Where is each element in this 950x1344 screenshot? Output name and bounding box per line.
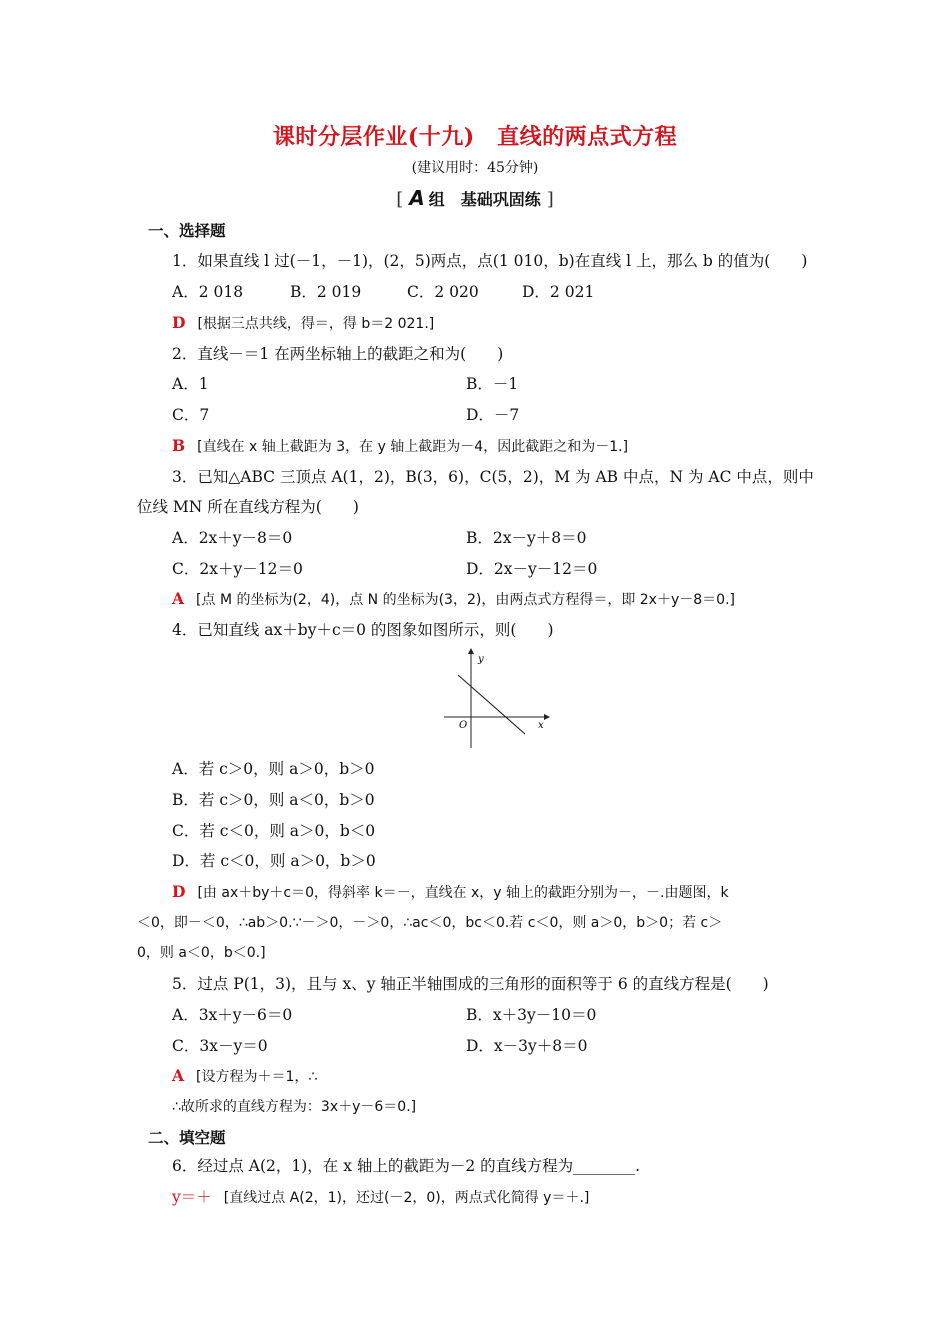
q4-option-b: B．若 c＞0，则 a＜0，b＞0	[172, 791, 375, 809]
line-graph-figure	[440, 648, 550, 750]
q5-option-c: C．3x－y＝0	[172, 1037, 268, 1055]
answer-letter: B	[172, 436, 186, 455]
q4-solution-line-3: 0，则 a＜0，b＜0.]	[137, 945, 266, 961]
suggested-time: (建议用时：45分钟)	[411, 160, 539, 176]
q5-option-a: A．3x＋y－6＝0	[172, 1006, 293, 1024]
answer-letter: A	[172, 589, 185, 608]
answer-letter: A	[172, 1066, 185, 1085]
q2-option-a: A．1	[172, 375, 209, 393]
answer-text: y＝＋	[172, 1188, 212, 1206]
q4-answer	[172, 881, 729, 904]
solution-text: [直线过点 A(2，1)，还过(－2，0)，两点式化简得 y＝＋.]	[223, 1190, 590, 1206]
section-choice: 一、选择题	[148, 221, 226, 240]
question-1: 1．如果直线 l 过(－1，－1)，(2，5)两点，点(1 010，b)在直线 l 上，那么 b 的值为( )	[172, 252, 808, 270]
q3-option-d: D．2x－y－12＝0	[466, 560, 598, 578]
q2-answer	[172, 435, 628, 458]
q1-option-c: C．2 020	[407, 283, 479, 301]
section-fill: 二、填空题	[148, 1128, 226, 1147]
group-a-logo: A	[409, 186, 425, 210]
q5-answer	[172, 1065, 317, 1088]
question-3-line-1: 3．已知△ABC 三顶点 A(1，2)，B(3，6)，C(5，2)，M 为 AB 中点，N 为 AC 中点，则中	[172, 468, 814, 486]
solution-text: [点 M 的坐标为(2，4)，点 N 的坐标为(3，2)，由两点式方程得＝，即 2x＋y－8＝0.]	[196, 592, 735, 608]
q1-option-b: B．2 019	[290, 283, 362, 301]
group-label: 组 基础巩固练	[428, 190, 541, 209]
y-axis-label: y	[478, 654, 484, 665]
answer-letter: D	[172, 313, 186, 332]
q4-option-a: A．若 c＞0，则 a＞0，b＞0	[172, 760, 375, 778]
q1-option-a: A．2 018	[172, 283, 244, 301]
graph-line	[458, 675, 525, 734]
q3-option-a: A．2x＋y－8＝0	[172, 529, 293, 547]
q3-answer	[172, 588, 735, 611]
question-3-line-2: 位线 MN 所在直线方程为( )	[137, 498, 359, 516]
question-4: 4．已知直线 ax＋by＋c＝0 的图象如图所示，则( )	[172, 621, 554, 639]
q3-option-c: C．2x＋y－12＝0	[172, 560, 303, 578]
q1-option-d: D．2 021	[522, 283, 595, 301]
y-axis-arrow	[468, 648, 474, 654]
q2-option-d: D．－7	[466, 406, 520, 424]
q4-solution-line-2: ＜0，即－＜0，∴ab＞0.∵－＞0，－＞0，∴ac＜0，bc＜0.若 c＜0，则 a＞0，b＞0；若 c＞	[137, 915, 723, 931]
q2-option-c: C．7	[172, 406, 210, 424]
solution-text: [直线在 x 轴上截距为 3，在 y 轴上截距为－4，因此截距之和为－1.]	[197, 439, 629, 455]
question-5: 5．过点 P(1，3)，且与 x、y 轴正半轴围成的三角形的面积等于 6 的直线方程是( )	[172, 975, 769, 993]
q5-solution-line-2: ∴故所求的直线方程为：3x＋y－6＝0.]	[172, 1099, 417, 1115]
q5-option-b: B．x＋3y－10＝0	[466, 1006, 597, 1024]
group-heading	[0, 186, 950, 210]
q5-option-d: D．x－3y＋8＝0	[466, 1037, 588, 1055]
q4-option-c: C．若 c＜0，则 a＞0，b＜0	[172, 822, 376, 840]
q6-answer	[172, 1186, 589, 1209]
origin-label: O	[459, 720, 468, 731]
q4-option-d: D．若 c＜0，则 a＞0，b＞0	[172, 852, 376, 870]
q1-answer	[172, 312, 434, 335]
x-axis-label: x	[538, 720, 544, 731]
group-bracket-close: ]	[546, 189, 554, 210]
group-bracket-open: [	[396, 189, 404, 210]
page-title: 课时分层作业(十九) 直线的两点式方程	[272, 124, 678, 150]
q3-option-b: B．2x－y＋8＝0	[466, 529, 587, 547]
solution-text: [根据三点共线，得＝，得 b＝2 021.]	[197, 316, 435, 332]
x-axis-arrow	[544, 714, 550, 720]
question-2: 2．直线－＝1 在两坐标轴上的截距之和为( )	[172, 345, 504, 363]
solution-text-line-1: [设方程为＋＝1，∴	[196, 1069, 318, 1085]
question-6: 6．经过点 A(2，1)，在 x 轴上的截距为－2 的直线方程为________.	[172, 1157, 641, 1175]
answer-letter: D	[172, 882, 186, 901]
q2-option-b: B．－1	[466, 375, 519, 393]
solution-text-line-1: [由 ax＋by＋c＝0，得斜率 k＝－，直线在 x，y 轴上的截距分别为－，－.由题图，k	[197, 885, 729, 901]
